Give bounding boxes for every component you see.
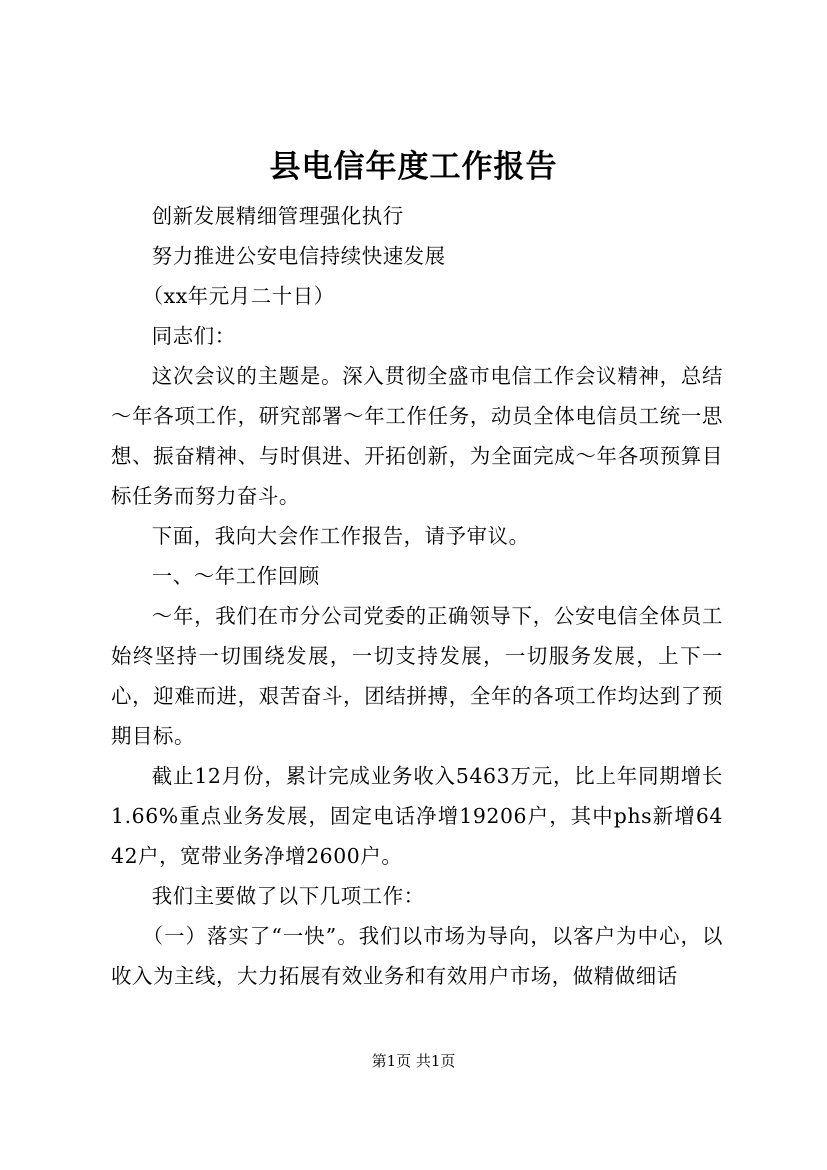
document-title: 县电信年度工作报告 (269, 149, 558, 185)
paragraph-salutation: 同志们： (151, 324, 236, 348)
paragraph-report-intro: 下面，我向大会作工作报告，请予审议。 (151, 524, 530, 548)
paragraph-subtitle-2: 努力推进公安电信持续快速发展 (151, 244, 446, 268)
paragraph-date: （xx年元月二十日） (142, 284, 335, 308)
paragraph-subtitle-1: 创新发展精细管理强化执行 (151, 204, 404, 228)
paragraph-review: ～年，我们在市分公司党委的正确领导下，公安电信全体员工始终坚持一切围绕发展，一切支持发展，一切服务发展，上下一心，迎难而进，艰苦奋斗，团结拼搏，全年的各项工作均达到了预期目标。 (111, 604, 723, 748)
page-footer: 第1页 共1页 (371, 1052, 456, 1070)
document-body (111, 196, 723, 996)
paragraph-work-intro: 我们主要做了以下几项工作： (151, 884, 425, 908)
paragraph-item-one: （一）落实了“一快”。我们以市场为导向，以客户为中心，以收入为主线，大力拓展有效业务和有效用户市场，做精做细话 (111, 924, 723, 988)
paragraph-theme: 这次会议的主题是。深入贯彻全盛市电信工作会议精神，总结～年各项工作，研究部署～年工作任务，动员全体电信员工统一思想、振奋精神、与时俱进、开拓创新，为全面完成～年各项预算目标任务而努力奋斗。 (111, 364, 723, 508)
paragraph-section-heading: 一、～年工作回顾 (151, 564, 320, 588)
paragraph-statistics: 截止12月份，累计完成业务收入5463万元，比上年同期增长1.66%重点业务发展，固定电话净增19206户，其中phs新增6442户，宽带业务净增2600户。 (111, 764, 723, 868)
